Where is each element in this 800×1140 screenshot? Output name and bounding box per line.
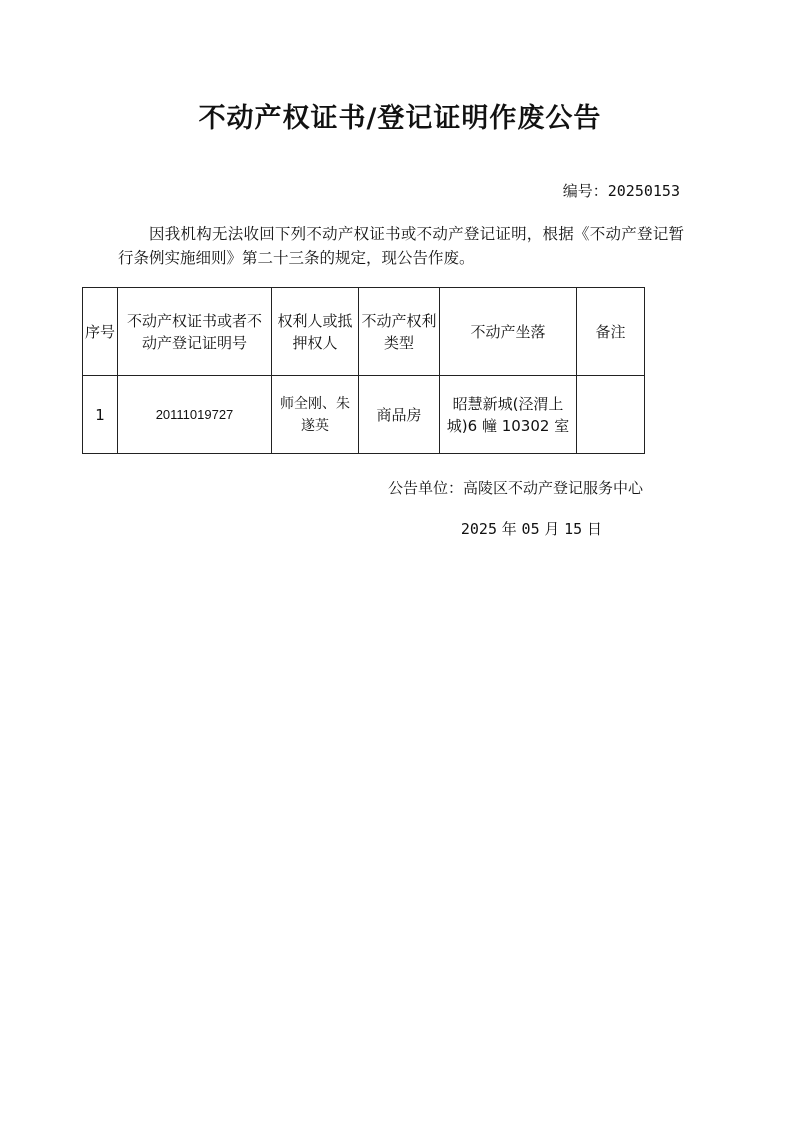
date-month: 05 xyxy=(521,520,540,538)
cell-remark xyxy=(577,376,645,454)
notice-table xyxy=(82,287,645,454)
cell-location: 昭慧新城(泾渭上城)6 幢 10302 室 xyxy=(440,376,577,454)
issuing-organization xyxy=(388,477,643,498)
header-remark: 备注 xyxy=(577,288,645,376)
page-title: 不动产权证书/登记证明作废公告 xyxy=(198,103,602,134)
header-owner: 权利人或抵押权人 xyxy=(272,288,359,376)
header-no: 序号 xyxy=(83,288,118,376)
org-label: 公告单位： xyxy=(387,479,463,497)
header-cert: 不动产权证书或者不动产登记证明号 xyxy=(118,288,272,376)
table-header-row xyxy=(83,288,645,376)
date-day: 15 xyxy=(564,520,583,538)
header-location: 不动产坐落 xyxy=(440,288,577,376)
date-day-unit: 日 xyxy=(582,520,602,538)
cell-type: 商品房 xyxy=(359,376,440,454)
org-name: 高陵区不动产登记服务中心 xyxy=(462,479,643,497)
header-type: 不动产权利类型 xyxy=(359,288,440,376)
serial-value: 20250153 xyxy=(607,182,680,200)
date-year: 2025 xyxy=(460,520,497,538)
date-year-unit: 年 xyxy=(497,520,522,538)
serial-label: 编号： xyxy=(562,182,608,200)
table-row xyxy=(83,376,645,454)
serial-number xyxy=(563,180,680,201)
date-month-unit: 月 xyxy=(539,520,565,538)
cell-owner: 师全刚、朱遂英 xyxy=(272,376,359,454)
intro-paragraph: 因我机构无法收回下列不动产权证书或不动产登记证明，根据《不动产登记暂行条例实施细则》第二十三条的规定，现公告作废。 xyxy=(118,225,684,267)
cell-no: 1 xyxy=(83,376,118,454)
issue-date xyxy=(461,518,602,539)
cell-cert: 20111019727 xyxy=(118,376,272,454)
